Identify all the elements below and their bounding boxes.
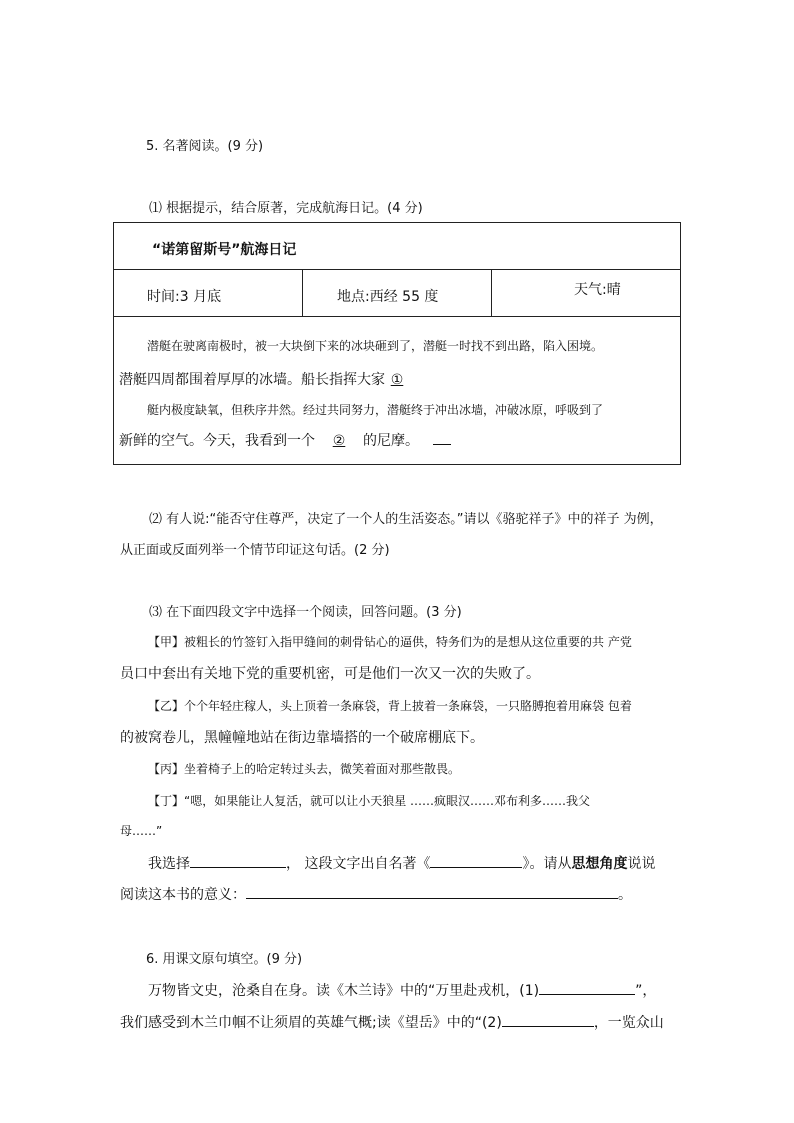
q6-blank-2[interactable]	[502, 1012, 594, 1027]
book-title-blank[interactable]	[430, 853, 522, 868]
q6-blank-1[interactable]	[539, 980, 635, 995]
log-place: 地点:西经 55 度	[337, 289, 439, 305]
passage-jia-1: 【甲】被粗长的竹签钉入指甲缝间的刺骨钻心的逼供，特务们为的是想从这位重要的共 产党	[148, 635, 632, 649]
log-trailing-blank[interactable]	[433, 430, 451, 445]
log-weather: 天气:晴	[574, 282, 621, 298]
answer-line-2: 阅读这本书的意义： 。	[120, 884, 632, 904]
log-line-4: 新鲜的空气。今天，我看到一个 ② 的尼摩。	[119, 430, 451, 450]
log-line-1: 潜艇在驶离南极时，被一大块倒下来的冰块砸到了，潜艇一时找不到出路，陷入困境。	[147, 339, 604, 353]
passage-yi-2: 的被窝卷儿，黑幢幢地站在街边靠墙搭的一个破席棚底下。	[120, 730, 484, 746]
voyage-log-table	[113, 222, 681, 465]
log-time: 时间:3 月底	[147, 289, 222, 305]
passage-ding-1: 【丁】“嗯，如果能让人复活，就可以让小天狼星 ……疯眼汉……邓布利多……我父	[148, 794, 591, 808]
passage-yi-1: 【乙】个个年轻庄稼人，头上顶着一条麻袋，背上披着一条麻袋，一只胳膊抱着用麻袋 包着	[148, 699, 632, 713]
answer-line-1: 我选择 ， 这段文字出自名著《 》。请从思想角度说说	[148, 853, 655, 873]
log-blank-2[interactable]: ②	[332, 433, 346, 449]
q5-part3-prompt: ⑶ 在下面四段文字中选择一个阅读，回答问题。(3 分)	[149, 605, 462, 620]
q6-line-1: 万物皆文史，沧桑自在身。读《木兰诗》中的“万里赴戎机，(1) ”，	[148, 980, 656, 1000]
passage-bing: 【丙】坐着椅子上的哈定转过头去，微笑着面对那些散畏。	[148, 762, 461, 776]
choice-blank[interactable]	[190, 853, 286, 868]
passage-ding-2: 母……”	[120, 824, 163, 838]
meaning-blank[interactable]	[246, 884, 618, 899]
q6-title: 6. 用课文原句填空。(9 分)	[146, 952, 303, 967]
q6-line-2: 我们感受到木兰巾帼不让须眉的英雄气概;读《望岳》中的“(2) ，一览众山	[120, 1012, 664, 1032]
q5-part1-prompt: ⑴ 根据提示，结合原著，完成航海日记。(4 分)	[149, 201, 423, 216]
log-blank-1[interactable]: ①	[390, 372, 404, 388]
q5-part2-line2: 从正面或反面列举一个情节印证这句话。(2 分)	[120, 543, 390, 558]
passage-jia-2: 员口中套出有关地下党的重要机密，可是他们一次又一次的失败了。	[120, 666, 540, 682]
log-header: “诺第留斯号”航海日记	[152, 242, 297, 258]
q5-part2-line1: ⑵ 有人说:“能否守住尊严，决定了一个人的生活姿态。”请以《骆驼祥子》中的祥子 为例，	[149, 512, 663, 527]
log-line-3: 艇内极度缺氧，但秩序井然。经过共同努力，潜艇终于冲出冰墙，冲破冰原，呼吸到了	[147, 403, 604, 417]
log-line-2: 潜艇四周都围着厚厚的冰墙。船长指挥大家 ①	[119, 369, 409, 389]
q5-title: 5. 名著阅读。(9 分)	[146, 139, 264, 154]
